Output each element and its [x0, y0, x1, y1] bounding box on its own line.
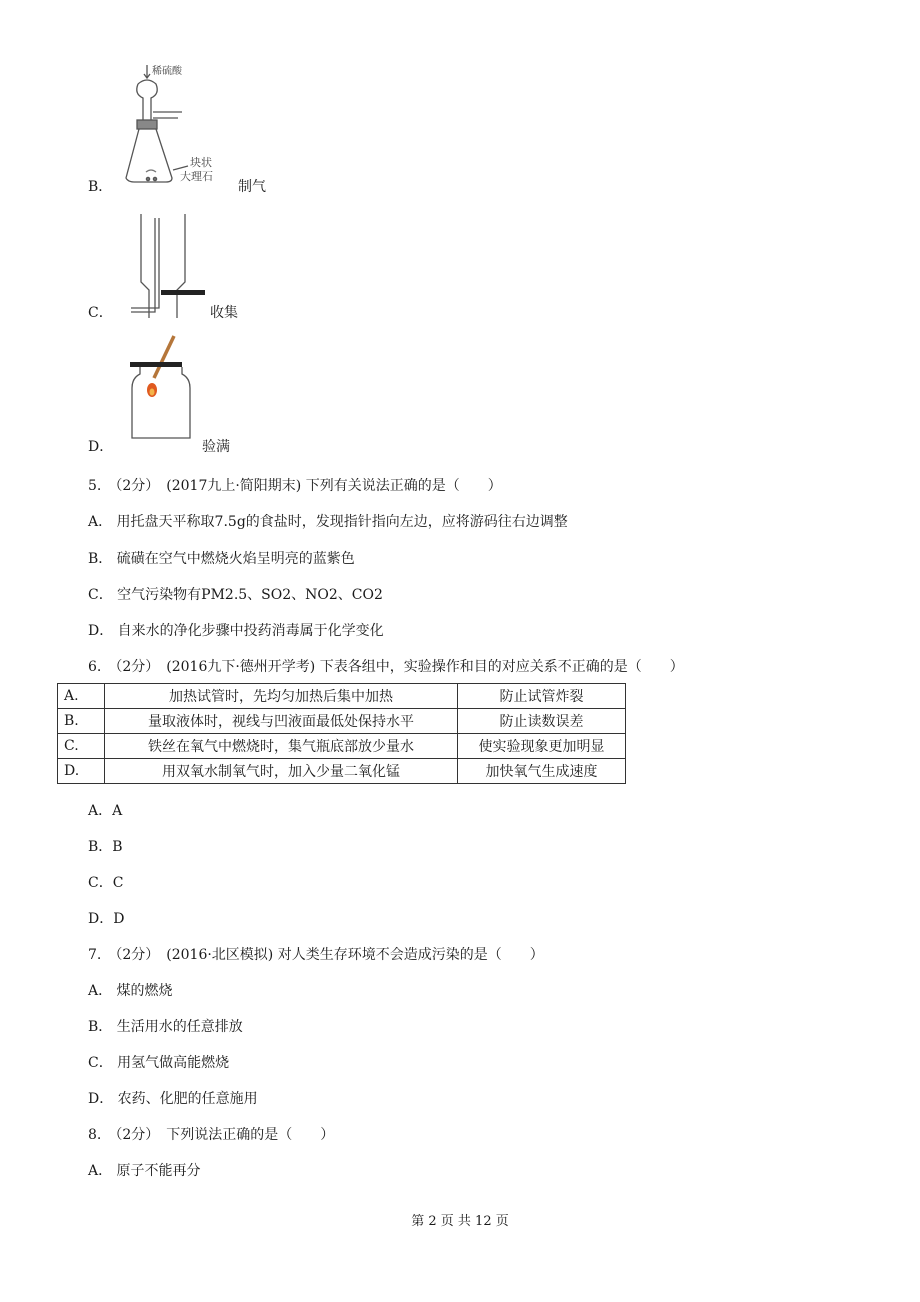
- q7-option-a: A． 煤的燃烧: [88, 983, 173, 999]
- flask-label-marble-1: 块状: [190, 156, 212, 169]
- flask-label-acid: 稀硫酸: [152, 66, 182, 77]
- q7-option-c: C． 用氢气做高能燃烧: [88, 1055, 230, 1071]
- table-cell: B.: [58, 709, 105, 734]
- q5-option-b: B． 硫磺在空气中燃烧火焰呈明亮的蓝紫色: [88, 551, 355, 567]
- table-cell: 用双氧水制氧气时，加入少量二氧化锰: [105, 759, 458, 784]
- gas-collection-bottle-figure: [125, 212, 205, 322]
- q6-table: [57, 683, 626, 784]
- q4-option-d-letter: D．: [88, 439, 114, 455]
- q6-stem: 6. （2分） (2016九下·德州开学考) 下表各组中，实验操作和目的对应关系不正确的是（ ）: [88, 659, 684, 675]
- table-cell: 使实验现象更加明显: [458, 734, 626, 759]
- q7-stem: 7. （2分） (2016·北区模拟) 对人类生存环境不会造成污染的是（ ）: [88, 947, 544, 963]
- q7-option-b: B． 生活用水的任意排放: [88, 1019, 243, 1035]
- q5-option-a: A． 用托盘天平称取7.5g的食盐时，发现指针指向左边，应将游码往右边调整: [88, 514, 568, 530]
- table-cell: 防止读数误差: [458, 709, 626, 734]
- q4-option-b-letter: B．: [88, 179, 113, 195]
- gas-fullness-check-figure: [126, 332, 198, 440]
- table-cell: 量取液体时，视线与凹液面最低处保持水平: [105, 709, 458, 734]
- q5-option-c: C． 空气污染物有PM2.5、SO2、NO2、CO2: [88, 587, 383, 603]
- q7-option-d: D． 农药、化肥的任意施用: [88, 1091, 258, 1107]
- table-cell: 加快氧气生成速度: [458, 759, 626, 784]
- q8-stem: 8. （2分） 下列说法正确的是（ ）: [88, 1127, 335, 1143]
- gas-generator-apparatus-figure: [118, 62, 238, 190]
- table-cell: C.: [58, 734, 105, 759]
- q4-option-b-caption: 制气: [238, 179, 266, 195]
- table-row: [58, 709, 626, 734]
- table-cell: 加热试管时，先均匀加热后集中加热: [105, 684, 458, 709]
- table-cell: 铁丝在氧气中燃烧时，集气瓶底部放少量水: [105, 734, 458, 759]
- q6-option-d: D．D: [88, 911, 125, 927]
- q6-option-c: C．C: [88, 875, 124, 891]
- q6-option-b: B．B: [88, 839, 123, 855]
- q8-option-a: A． 原子不能再分: [88, 1163, 201, 1179]
- table-row: [58, 759, 626, 784]
- table-cell: D.: [58, 759, 105, 784]
- page-footer: 第 2 页 共 12 页: [411, 1214, 509, 1229]
- q4-option-d-caption: 验满: [202, 439, 230, 455]
- q4-option-c-letter: C．: [88, 305, 113, 321]
- flask-label-marble-2: 大理石: [180, 170, 213, 183]
- q4-option-c-caption: 收集: [210, 305, 238, 321]
- table-row: [58, 734, 626, 759]
- q6-option-a: A．A: [88, 803, 123, 819]
- q5-stem: 5. （2分） (2017九上·简阳期末) 下列有关说法正确的是（ ）: [88, 478, 502, 494]
- q5-option-d: D． 自来水的净化步骤中投药消毒属于化学变化: [88, 623, 384, 639]
- table-row: [58, 684, 626, 709]
- table-cell: 防止试管炸裂: [458, 684, 626, 709]
- table-cell: A.: [58, 684, 105, 709]
